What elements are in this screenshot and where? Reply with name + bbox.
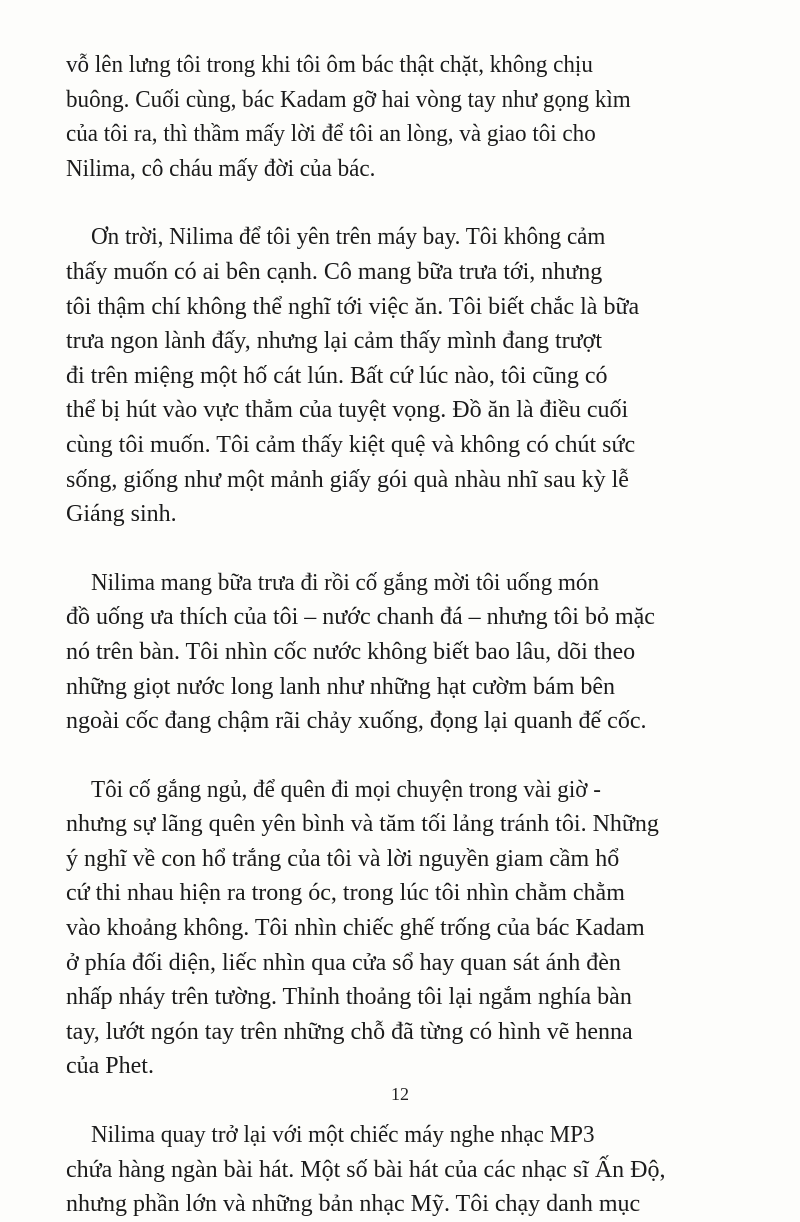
paragraph-1 xyxy=(66,48,734,186)
text-line: Tôi cố gắng ngủ, để quên đi mọi chuyện trong vài giờ - xyxy=(90,776,601,803)
text-line: chứa hàng ngàn bài hát. Một số bài hát của các nhạc sĩ Ấn Độ, xyxy=(66,1156,666,1183)
text-line: thấy muốn có ai bên cạnh. Cô mang bữa trưa tới, nhưng xyxy=(66,258,603,285)
paragraph-3 xyxy=(66,566,734,739)
text-line: cứ thi nhau hiện ra trong óc, trong lúc tôi nhìn chằm chằm xyxy=(66,880,625,907)
text-line: cùng tôi muốn. Tôi cảm thấy kiệt quệ và không có chút sức xyxy=(66,431,636,458)
text-line: tay, lướt ngón tay trên những chỗ đã từng có hình vẽ henna xyxy=(66,1018,633,1045)
paragraph-4 xyxy=(66,773,734,1084)
text-line: đồ uống ưa thích của tôi – nước chanh đá – nhưng tôi bỏ mặc xyxy=(66,604,655,631)
text-line: buông. Cuối cùng, bác Kadam gỡ hai vòng tay như gọng kìm xyxy=(66,86,631,113)
text-line: nhưng phần lớn và những bản nhạc Mỹ. Tôi chạy danh mục xyxy=(66,1191,641,1218)
text-line: Nilima, cô cháu mấy đời của bác. xyxy=(66,155,376,182)
text-line: của Phet. xyxy=(66,1053,154,1080)
text-line: của tôi ra, thì thầm mấy lời để tôi an lòng, và giao tôi cho xyxy=(66,121,596,148)
text-line: những giọt nước long lanh như những hạt cườm bám bên xyxy=(66,673,616,700)
text-line: nhấp nháy trên tường. Thỉnh thoảng tôi lại ngắm nghía bàn xyxy=(66,984,632,1011)
paragraph-2 xyxy=(66,220,734,531)
paragraph-5 xyxy=(66,1118,734,1222)
text-line: trưa ngon lành đấy, nhưng lại cảm thấy mình đang trượt xyxy=(66,328,603,355)
text-line: tôi thậm chí không thể nghĩ tới việc ăn. Tôi biết chắc là bữa xyxy=(66,293,640,320)
text-line: vỗ lên lưng tôi trong khi tôi ôm bác thật chặt, không chịu xyxy=(66,52,593,78)
text-line: ý nghĩ về con hổ trắng của tôi và lời nguyền giam cầm hổ xyxy=(66,845,620,872)
text-line: đi trên miệng một hố cát lún. Bất cứ lúc nào, tôi cũng có xyxy=(66,362,608,389)
text-line: vào khoảng không. Tôi nhìn chiếc ghế trống của bác Kadam xyxy=(66,915,645,942)
text-line: thể bị hút vào vực thẳm của tuyệt vọng. Đồ ăn là điều cuối xyxy=(66,397,629,424)
text-line: nhưng sự lãng quên yên bình và tăm tối lảng tránh tôi. Những xyxy=(66,811,659,838)
page-number: 12 xyxy=(391,1084,409,1104)
text-line: ngoài cốc đang chậm rãi chảy xuống, đọng lại quanh đế cốc. xyxy=(66,708,647,735)
text-line: ở phía đối diện, liếc nhìn qua cửa sổ hay quan sát ánh đèn xyxy=(66,949,621,976)
text-line: Nilima mang bữa trưa đi rồi cố gắng mời tôi uống món xyxy=(90,569,599,596)
text-line: Giáng sinh. xyxy=(66,501,177,528)
text-line: sống, giống như một mảnh giấy gói quà nhàu nhĩ sau kỳ lễ xyxy=(66,466,629,493)
text-line: Nilima quay trở lại với một chiếc máy nghe nhạc MP3 xyxy=(90,1122,595,1149)
text-line: Ơn trời, Nilima để tôi yên trên máy bay. Tôi không cảm xyxy=(90,224,606,251)
text-line: nó trên bàn. Tôi nhìn cốc nước không biết bao lâu, dõi theo xyxy=(66,638,636,665)
